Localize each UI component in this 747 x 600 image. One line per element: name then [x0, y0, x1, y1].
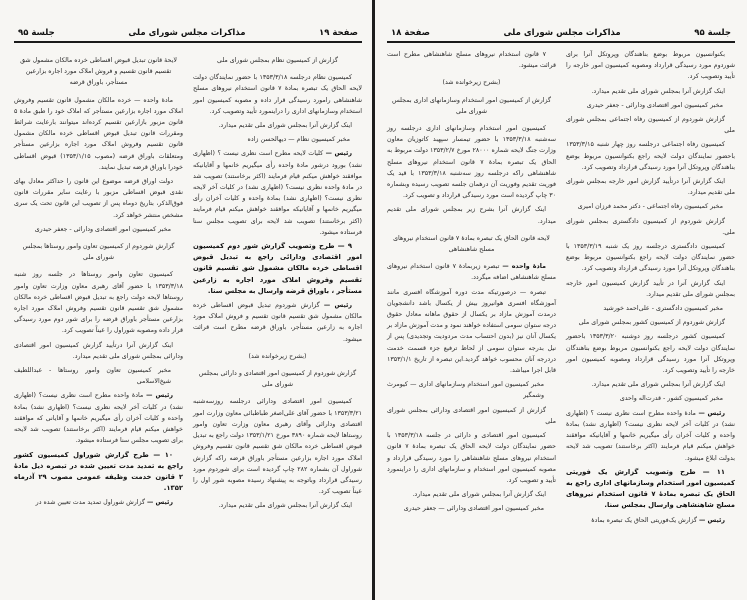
columns — [387, 49, 735, 529]
speaker-paragraph — [14, 497, 183, 508]
body-paragraph: اینک گزارش آنرا درتأیید گزارش امور خارجه بمجلس شورای ملی تقدیم میدارد. — [566, 178, 735, 197]
body-paragraph: اینک گزارش آنرا بمجلس شورای ملی تقدیم میدارد. — [218, 122, 352, 130]
body-paragraph: کمیسیون امور استخدام وسازمانهای اداری درجلسه روز سه‌شنبه ۱۳۵۳/۳/۱۸ با حضور تیمسار سپهبد کاتوزیان معاون وزارت جنگ لایحه شماره ۲۸۰۰۰ مورخ ۱۳۵۳/۲/۷ دولت مربوط به الحاق یک تبصره بمادهٔ ۷ قانون استخدام نیروهای مسلح شاهنشاهی راکه درجلسه روز سه‌شنبه ۱۳۵۳/۳/۱۸ با قید یک فوریت تقدیم وفوریت آن درهمان جلسه تصویب رسیده وبشماره ۳۰ چاپ گردیده است مورد رسیدگی قرارداد و تصویب کرد. — [387, 125, 557, 200]
rapporteur-signature: مخبر کمیسیون رفاه اجتماعی - دکتر محمد فرزان امیری — [577, 203, 723, 211]
body-paragraph: کمیسیون نظام درجلسه ۱۳۵۳/۳/۱۸ با حضور نمایندگان دولت لایحه الحاق یک تبصره بمادهٔ ۷ قانون استخدام نیروهای مسلح شاهنشاهی رامورد رسیدگی قرار داده و مصوبه کمیسیون امور استخدام وسازمانهای اداری را دراینمورد تأیید وتصویب کرد. — [193, 74, 362, 115]
page-number: صفحة ۱۸ — [391, 28, 430, 38]
body-paragraph: گزارش شوردوم از کمیسیون رفاه اجتماعی بمجلس شورای ملی — [566, 116, 735, 135]
body-paragraph: گزارش شوردوم از کمیسیون دادگستری بمجلس شورای ملی. — [566, 217, 735, 236]
body-paragraph: کمیسیون تعاون وامور روستاها در جلسه روز شنبه ۱۳۵۳/۳/۱۸ با حضور آقای رهبری معاون وزارت تعاون وامور روستاها لایحه دولت راجع به تبدیل قبوض اقساطی خرده مالکان مشمول شق تقسیم قانون تقسیم وفروش املاک مورد اجاره بزارعین مستأجر باوراق قرضه را برای شور دوم مورد رسیدگی قرار داده ومصوبه شوراول را عیناً تصویب کرد. — [14, 271, 183, 335]
page-header — [387, 28, 735, 43]
rapporteur-signature: مخبر کمیسیون دادگستری - علی‌احمد خورشید — [603, 305, 723, 313]
body-paragraph: اینک گزارش آنرا بمجلس شورای ملی تقدیم میدارد. — [412, 491, 546, 499]
agenda-item-heading: ۱۱ — طرح وتصویب گزارش یک فوریتی کمیسیون امور استخدام وسازمانهای اداری راجع به الحاق یک تبصره بمادهٔ ۷ قانون استخدام نیروهای مسلح شاهنشاهی وارسال بمجلس سنا. — [566, 467, 735, 510]
speaker-paragraph — [387, 261, 556, 283]
body-paragraph: اینک گزارش آنرا در تأیید گزارش کمیسیون امور خارجه بمجلس شورای ملی تقدیم میدارد. — [566, 279, 735, 298]
speaker-paragraph — [193, 148, 362, 238]
page-18 — [375, 0, 747, 600]
body-paragraph: کمیسیون کشور درجلسه روز دوشنبه ۱۳۵۳/۳/۲۰ باحضور نمایندگان دولت لایحه راجع بکنوانسیون مربوط بوضع بناهندگان وپروتکل آنرا مورد رسیدگی قرارداد ومصوبه کمیسیون امور خارجه را تأیید وتصویب کرد. — [566, 333, 735, 375]
section-heading: گزارش از کمیسیون امور استخدام وسازمانهای اداری بمجلس شورای ملی — [392, 96, 551, 115]
speaker-label: مادهٔ واحده — — [502, 263, 546, 271]
section-heading: لایحهٔ قانون تبدیل قبوض اقساطی خرده مالکان مشمول شق تقسیم قانون تقسیم و فروش املاک مورد اجاره بزارعین مستأجر، باوراق قرضه — [20, 57, 177, 87]
speaker-paragraph — [14, 390, 183, 446]
rapporteur-signature: مخبر کمیسیون امور اقتصادی ودارائی - جعفر حیدری — [34, 225, 171, 233]
speaker-text: تبصره زیربمادهٔ ۷ قانون استخدام نیروهای مسلح شاهنشاهی اضافه میگردد. — [387, 263, 556, 282]
speaker-label: رئیس — — [146, 392, 173, 400]
session-number: جلسة ۹۵ — [18, 28, 55, 38]
speaker-text: گزارش یک‌فوریتی الحاق یک تبصره بمادهٔ — [591, 516, 698, 524]
speaker-paragraph — [193, 300, 362, 345]
body-paragraph: گزارش از کمیسیون امور اقتصادی ودارائی بمجلس شورای ملی — [387, 406, 556, 425]
column-right — [566, 49, 735, 529]
column-right — [193, 49, 362, 515]
body-paragraph: اینک گزارش آنرا درتأیید گزارش کمیسیون امور اقتصادی ودارائی بمجلس شورای ملی تقدیم میدارد. — [14, 341, 183, 360]
page-19 — [0, 0, 372, 600]
section-heading: (بشرح زیرخوانده شد) — [442, 79, 501, 87]
columns — [14, 49, 362, 515]
speaker-text: کلیات لایحه مطرح است نظری نیست ؟ (اظهاری نشد) بورود درشور مادهٔ واحده رأی میگیریم خانمها و آقایانیکه موافقند خواهش میکنم قیام فرمایند (اکثر برخاستند) تصویب شد در مادهٔ واحده نظری نیست؟ (اظهاری نشد) در کلیات آخر لایحه نظری نیست؟ (اظهاری نشد) بمادهٔ واحده و کلیات آخران رأی میگیریم خانمها و آقایانیکه موافقند خواهش میکنم قیام فرمایند (اکثر برخاستند) تصویب شد لایحه برای تصویب مجلس سنا فرستاده میشود. — [193, 150, 362, 236]
section-heading: گزارش شوردوم از کمیسیون تعاون وامور روستاها بمجلس شورای ملی — [22, 243, 175, 262]
rapporteur-signature: مخبر کمیسیون امور استخدام وسازمانهای اداری — کیومرث وشمگیر — [387, 381, 544, 400]
body-paragraph: گزارش شوردوم از کمیسیون کشور بمجلس شورای ملی — [578, 319, 725, 327]
section-heading: (بشرح زیرخوانده شد) — [248, 352, 307, 360]
section-heading: لایحه قانون الحاق یک تبصره بمادهٔ ۷ قانون استخدام نیروهای مسلح شاهنشاهی — [393, 234, 550, 254]
section-heading: گزارش شوردوم از کمیسیون امور اقتصادی و دارائی بمجلس شورای ملی — [198, 370, 357, 389]
body-paragraph: بکنوانسیون مربوط بوضع بناهندگان وپروتکل آنرا برای شوردوم مورد رسیدگی قرارداد ومصوبه کمیسیون امور خارجه را تأیید وتصویب کرد. — [566, 51, 735, 81]
speaker-text: گزارش شوراول تمدید مدت تعیین شده در — [35, 499, 146, 507]
page-header — [14, 28, 362, 43]
column-left — [387, 49, 556, 529]
section-heading: گزارش از کمیسیون نظام بمجلس شورای ملی — [217, 57, 338, 64]
rapporteur-signature: مخبر کمیسیون کشور - قدرت‌اله واحدی — [619, 395, 723, 403]
body-paragraph: اینک گزارش آنرا بمجلس شورای ملی تقدیم میدارد. — [591, 87, 725, 95]
rapporteur-signature: مخبر کمیسیون نظام — دیهالحسن زاده — [247, 136, 350, 144]
speaker-label: رئیس — — [325, 150, 352, 158]
agenda-item-heading: ۹ — طرح وتصویب گزارش شور دوم کمیسیون امور اقتصادی ودارائی راجع به تبدیل قبوض اقساطی خرده مالکان مشمول شق تقسیم قانون تقسیم وفروش املاک مورد اجاره به زارعین مستأجر ، باوراق قرضه وارسال به مجلس سنا. — [193, 242, 362, 295]
body-paragraph: دولت اوراق قرضه موضوع این قانون را حداکثر معادل بهای نقدی قبوض اقساطی مزبور با رعایت سایر مقررات قانون فوق‌الذکر، بتاریخ دوماه پس از تصویب این قانون تحت یک سری مشخص منتشر خواهد کرد. — [14, 178, 183, 219]
journal-title: مذاکرات مجلس شورای ملی — [503, 28, 621, 38]
body-paragraph: اینک گزارش آنرا بمجلس شورای ملی تقدیم میدارد. — [218, 502, 352, 510]
body-paragraph: کمیسیون رفاه اجتماعی درجلسه روز چهار شنبه ۱۳۵۳/۳/۱۵ باحضور نمایندگان دولت لایحه راجع بکنوانسیون مربوط بوضع بناهندگان وپروتکل آنرا مورد رسیدگی قرارداد وتصویب کرد. — [566, 141, 735, 171]
body-paragraph: اینک گزارش آنرا بمجلس شورای ملی تقدیم میدارد. — [591, 381, 725, 389]
speaker-label: رئیس — — [147, 499, 173, 507]
speaker-paragraph — [566, 515, 735, 526]
speaker-label: رئیس — — [699, 516, 725, 524]
speaker-text: مادهٔ واحده مطرح است نظری نیست؟ (اظهاری نشد) در کلیات آخر لایحه نظری نیست؟ (اظهاری نشد) بمادهٔ واحده و کلیات آخران رأی میگیریم خانمها و آقایانی که موافقند خواهش میکنم قیام فرمایند (اکثر برخاستند) تصویب شد لایحه برای تصویب مجلس سنا فرستاده میشود. — [14, 392, 183, 445]
body-paragraph: کمیسیون دادگستری درجلسه روز یک شنبه ۱۳۵۳/۳/۱۹ با حضور نمایندگان دولت لایحه راجع بکنوانسیون مربوط بوضع بناهندگان وپروتکل آنرا مورد رسیدگی قرارداد وتصویب کرد. — [566, 243, 735, 273]
body-paragraph: اینک گزارش آنرا بشرح زیر بمجلس شورای ملی تقدیم میدارد. — [387, 206, 556, 225]
speaker-text: گزارش شوردوم تبدیل قبوض اقساطی خرده مالکان مشمول شق تقسیم قانون تقسیم و فروش املاک مورد اجاره به زارعین مستأجر، باوراق قرضه مطرح است قرائت میشود. — [193, 302, 362, 343]
body-paragraph: کمیسیون امور اقتصادی ودارائی درجلسه روزسه‌شنبه ۱۳۵۳/۳/۲۱ با حضور آقای علی‌اصغر طباطبائی معاون وزارت امور اقتصادی ودارائی وآقای رهبری معاون وزارت تعاون وامور روستاها لایحه شماره ۳۸۹۰ مورخ ۱۳۵۳/۱/۲۱ دولت راجع به تبدیل قبوض اقساطی خرده مالکان شق تقسیم قانون تقسیم وفروش املاک مورد اجاره بزارعین مستأجر باوراق قرضه راکه گزارش شوراول آن بشماره ۲۸۲ چاپ گردیده است برای شوردوم مورد رسیدگی قرارداد وباتوجه به پیشنهاد رسیده مصوبه شور اول را عیناً تصویب کرد. — [193, 398, 362, 496]
page-number: صفحة ۱۹ — [319, 28, 358, 38]
rapporteur-signature: مخبر کمیسیون تعاون وامور روستاها - عبداللطیف شیخ‌الاسلامی — [14, 367, 171, 386]
rapporteur-signature: مخبر کمیسیون امور اقتصادی ودارائی - جعفر حیدری — [586, 101, 723, 109]
speaker-text: مادهٔ واحده مطرح است نظری نیست ؟ (اظهاری نشد) در کلیات آخر لایحه نظری نیست؟ (اظهاری نشد) بمادهٔ واحده و کلیات آخران رأی میگیریم خانمها و آقایانیکه موافقند خواهش میکنم قیام فرمایند (اکثر برخاستند) تصویب شد لایحه بدولت ابلاغ میشود. — [566, 409, 735, 462]
journal-title: مذاکرات مجلس شورای ملی — [128, 28, 246, 38]
body-paragraph: ۷ قانون استخدام نیروهای مسلح شاهنشاهی مطرح است قرائت میشود. — [387, 51, 556, 70]
column-left — [14, 49, 183, 515]
rapporteur-signature: مخبر کمیسیون امور اقتصادی ودارائی — جعفر حیدری — [403, 505, 544, 513]
speaker-paragraph — [566, 408, 735, 464]
speaker-label: رئیس — — [698, 409, 725, 417]
body-paragraph: مادهٔ واحده — خرده مالکان مشمول قانون تقسیم وفروش املاک مورد اجاره بزارعین مستأجر که املاک خود را طبق مادهٔ ۵ قانون مزبور بازارعین تقسیم کرده‌اند میتوانند بارعایت شرائط ومقررات قانون تبدیل قبوض اقساطی خرده مالکان مشمول قانون تقسیم وفروش املاک مورد اجاره بزارعین مستأجر ومتعلقات باوراق قرضه (مصوب ۱۳۵۳/۱/۱۵) قبوض اقساطی خودرا باوراق قرضه تبدیل نمایند. — [14, 96, 183, 171]
speaker-label: رئیس — — [323, 302, 352, 310]
agenda-item-heading: ۱۰ — طرح گزارش شوراول کمیسیون کشور راجع به تمدید مدت تعیین شده در تبصره ذیل مادهٔ ۲ قانون خدمت وظیفه عمومی مصوب ۲۹ آذرماه ۱۳۵۲. — [14, 450, 183, 493]
body-paragraph: کمیسیون امور اقتصادی و دارائی در جلسه ۱۳۵۳/۳/۱۸ با حضور نمایندگان دولت لایحه الحاق یک تبصره بمادهٔ ۷ قانون استخدام نیروهای مسلح شاهنشاهی را مورد رسیدگی قرارداد و مصوبه کمیسیون امور استخدام و سازمانهای اداری را دراینمورد تأیید و تصویب کرد. — [387, 432, 556, 484]
body-paragraph: تبصره — درصورتیکه مدت دوره آموزشگاه افسری مانند آموزشگاه افسری هوانیروز بیش از یکسال باشد دانشجویان درمدت آموزش مازاد بر یکسال از حقوق ماهانه معادل حقوق درجه ستوان سومی استفاده خواهند نمود و مدت آموزش مازاد بر یکسال آنان نیز (بدون احتساب مدت مردودیت وتجدیدی) پس از نیل بدرجه ستوان سومی از لحاظ ترفیع جزء قسمت خدمت دردرجه آنان محسوب خواهد گردید.این تبصره از تاریخ ۱۳۵۳/۱/۱ قابل اجرا میباشد. — [387, 288, 556, 375]
session-number: جلسة ۹۵ — [694, 28, 731, 38]
